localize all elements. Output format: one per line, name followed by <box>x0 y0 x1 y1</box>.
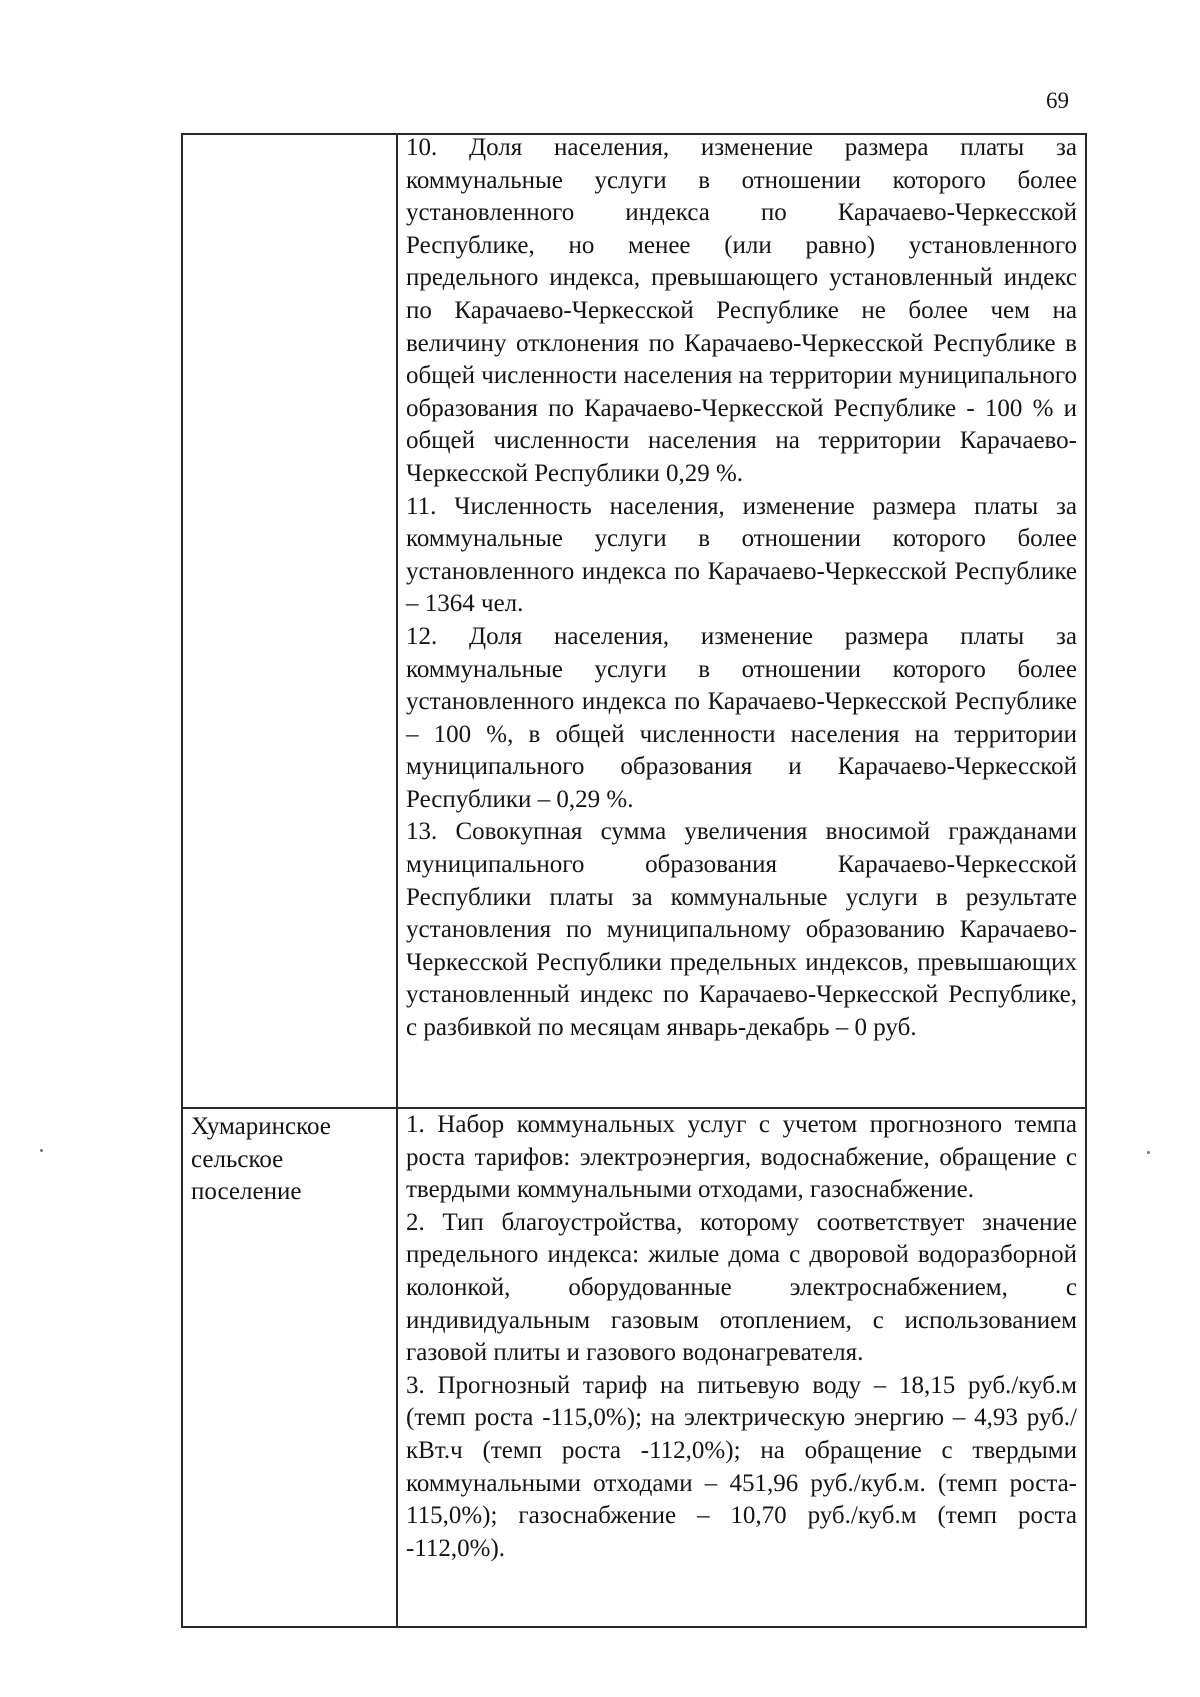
indicators-table <box>181 133 1087 1628</box>
scan-speck <box>40 1149 43 1152</box>
settlement-cell <box>182 1108 397 1627</box>
indicator-paragraph: 12. Доля населения, изменение размера платы за коммунальные услуги в отношении которого более установленного индекса по Карачаево-Черкесской Республике – 100 %, в общей численности населения на территории муниципального образования и Карачаево-Черкесской Республики – 0,29 %. <box>406 622 1077 813</box>
scan-speck <box>1147 1151 1150 1154</box>
indicator-paragraph: 2. Тип благоустройства, которому соответствует значение предельного индекса: жилые дома с дворовой водоразборной колонкой, оборудованные электроснабжением, с индивидуальным газовым отоплением, с использованием газовой плиты и газового водонагревателя. <box>406 1208 1077 1367</box>
indicator-paragraph: 13. Совокупная сумма увеличения вносимой гражданами муниципального образования Карачаево-Черкесской Республики платы за коммунальные услуги в результате установления по муниципальному образованию Карачаево-Черкесской Республики предельных индексов, превышающих установленный индекс по Карачаево-Черкесской Республике, с разбивкой по месяцам январь-декабрь – 0 руб. <box>406 818 1077 1042</box>
indicator-paragraph: 3. Прогнозный тариф на питьевую воду – 18,15 руб./куб.м (темп роста -115,0%); на электрическую энергию – 4,93 руб./кВт.ч (темп роста -112,0%); на обращение с твердыми коммунальными отходами – 451,96 руб./куб.м. (темп роста- 115,0%); газоснабжение – 10,70 руб./куб.м (темп роста -112,0%). <box>406 1371 1077 1562</box>
indicators-cell <box>397 134 1086 1108</box>
page-number: 69 <box>1046 88 1069 113</box>
indicator-paragraph: 10. Доля населения, изменение размера платы за коммунальные услуги в отношении которого более установленного индекса по Карачаево-Черкесской Республике, но менее (или равно) установленного предельного индекса, превышающего установленный индекс по Карачаево-Черкесской Республике не более чем на величину отклонения по Карачаево-Черкесской Республике в общей численности населения на территории муниципального образования по Карачаево-Черкесской Республике - 100 % и общей численности населения на территории Карачаево-Черкесской Республики 0,29 %. <box>406 134 1077 487</box>
settlement-cell <box>182 134 397 1108</box>
indicator-paragraph: 11. Численность населения, изменение размера платы за коммунальные услуги в отношении которого более установленного индекса по Карачаево-Черкесской Республике – 1364 чел. <box>406 492 1077 618</box>
settlement-name <box>191 135 388 137</box>
table-row <box>182 134 1086 1108</box>
indicators-cell <box>397 1108 1086 1627</box>
indicator-paragraph: 1. Набор коммунальных услуг с учетом прогнозного темпа роста тарифов: электроэнергия, водоснабжение, обращение с твердыми коммунальными отходами, газоснабжение. <box>406 1111 1077 1204</box>
table-row <box>182 1108 1086 1627</box>
settlement-name: Хумаринское сельское поселение <box>191 1113 331 1206</box>
